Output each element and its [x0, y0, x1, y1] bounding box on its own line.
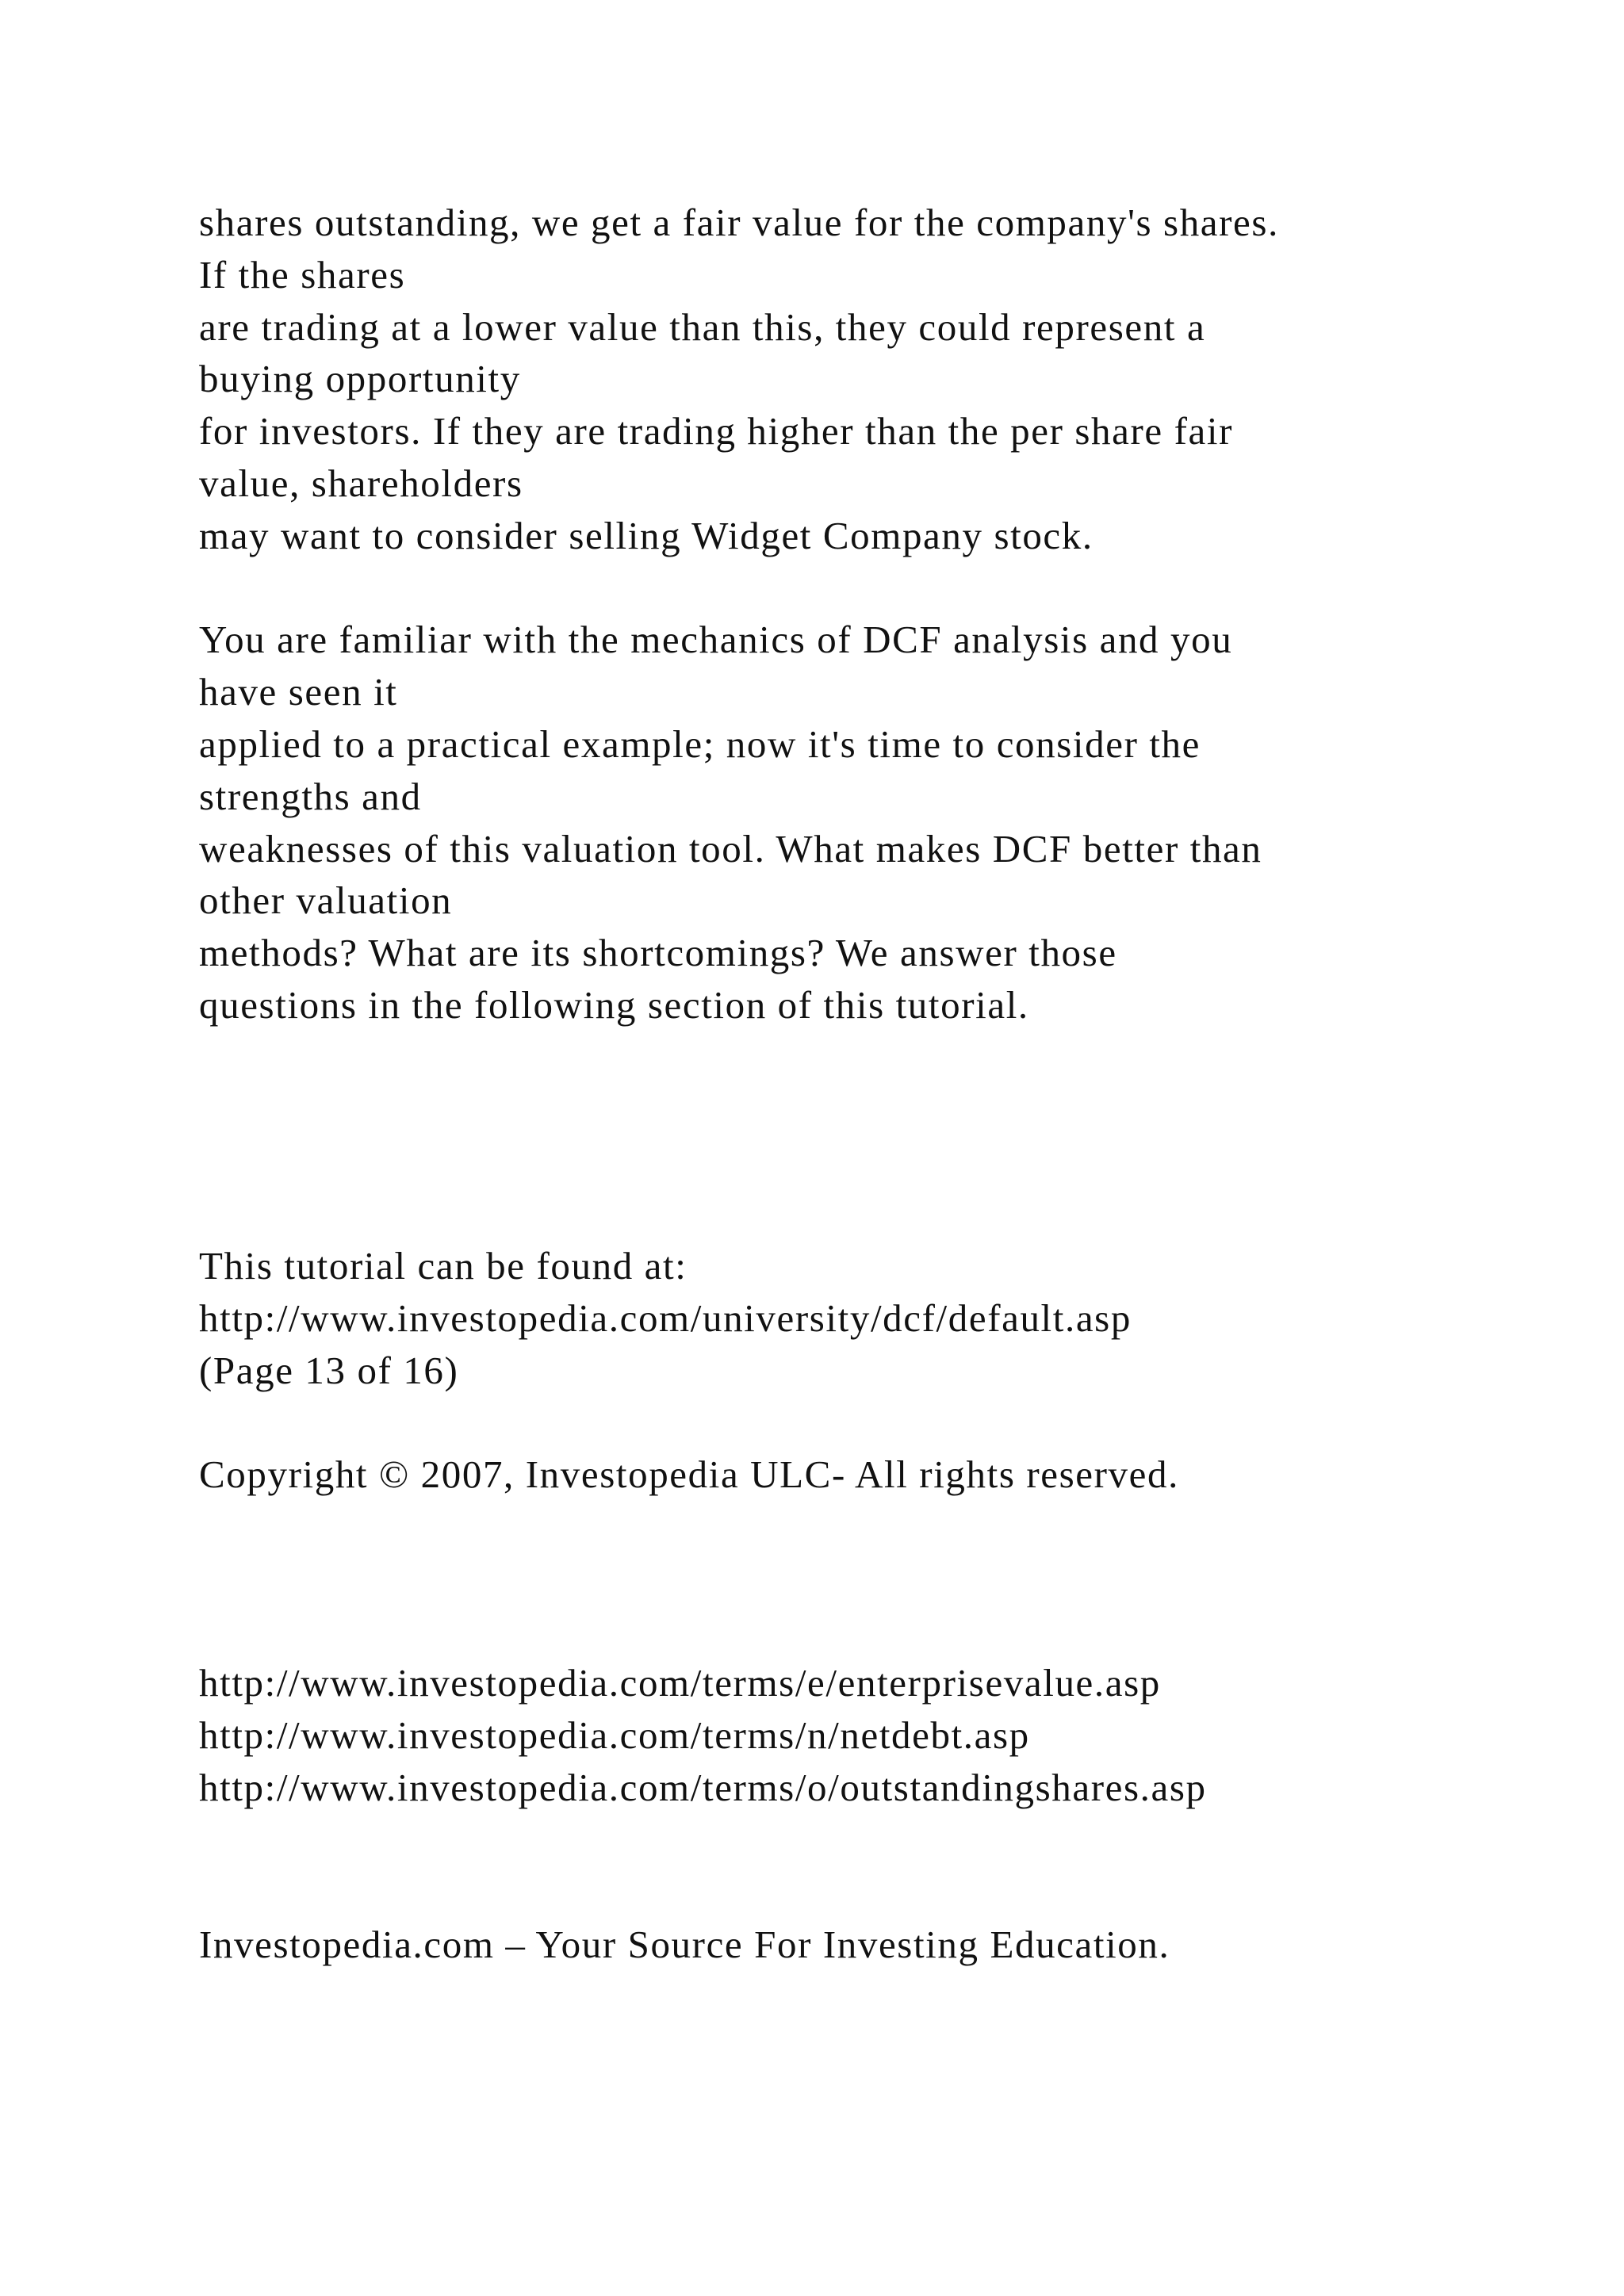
blank-line [199, 1396, 1179, 1448]
text-line: questions in the following section of this tutorial. [199, 982, 1029, 1027]
link-outstanding-shares: http://www.investopedia.com/terms/o/outstandingshares.asp [199, 1765, 1207, 1809]
text-line: for investors. If they are trading higher than the per share fair [199, 409, 1234, 453]
text-line: applied to a practical example; now it's time to consider the [199, 721, 1201, 766]
text-line: may want to consider selling Widget Company stock. [199, 513, 1094, 557]
text-line: strengths and [199, 774, 422, 818]
text-line: weaknesses of this valuation tool. What makes DCF better than [199, 826, 1262, 871]
text-line: You are familiar with the mechanics of DCF analysis and you [199, 618, 1233, 662]
text-line: are trading at a lower value than this, they could represent a [199, 304, 1206, 349]
copyright-notice: Copyright © 2007, Investopedia ULC- All rights reserved. [199, 1452, 1179, 1497]
page-number: (Page 13 of 16) [199, 1348, 459, 1392]
reference-links [199, 1657, 1207, 1813]
text-line: shares outstanding, we get a fair value for the company's shares. [199, 201, 1279, 244]
footer-tagline: Investopedia.com – Your Source For Investing Education. [199, 1923, 1170, 1966]
text-line: methods? What are its shortcomings? We answer those [199, 931, 1117, 975]
text-line: buying opportunity [199, 357, 521, 401]
source-url: http://www.investopedia.com/university/dcf/default.asp [199, 1295, 1132, 1340]
paragraph-fair-value [199, 197, 1279, 1031]
source-info [199, 1240, 1179, 1501]
source-intro: This tutorial can be found at: [199, 1244, 688, 1288]
blank-line [199, 562, 1279, 614]
link-net-debt: http://www.investopedia.com/terms/n/netdebt.asp [199, 1712, 1030, 1757]
link-enterprise-value: http://www.investopedia.com/terms/e/enterprisevalue.asp [199, 1661, 1161, 1705]
text-line: have seen it [199, 670, 398, 714]
footer [199, 1919, 1170, 1971]
text-line: value, shareholders [199, 461, 523, 505]
text-line: If the shares [199, 252, 406, 297]
text-line: other valuation [199, 878, 453, 923]
